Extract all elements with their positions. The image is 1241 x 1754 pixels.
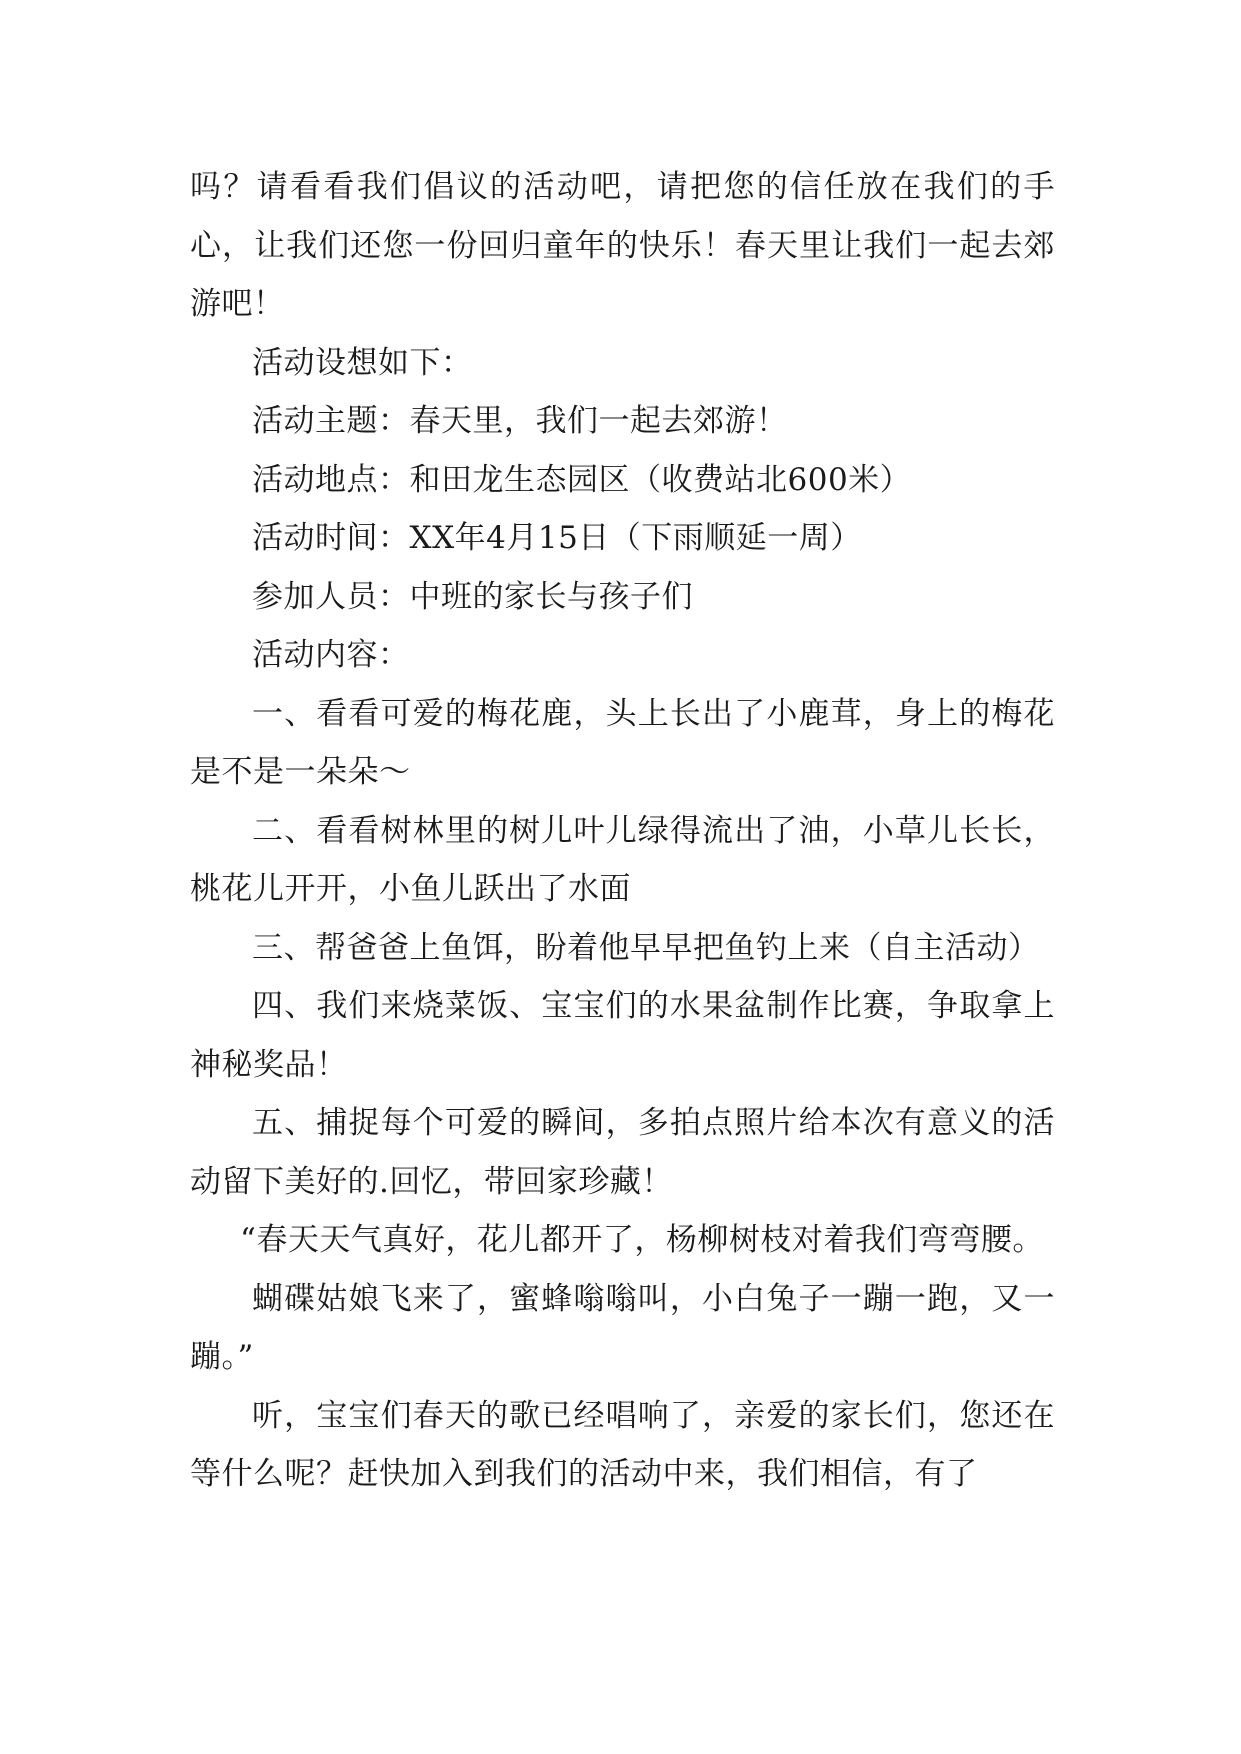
paragraph-item-five: 五、捕捉每个可爱的瞬间，多拍点照片给本次有意义的活动留下美好的.回忆，带回家珍藏！ (190, 1105, 1055, 1200)
paragraph-intro-continuation: 吗？请看看我们倡议的活动吧，请把您的信任放在我们的手心，让我们还您一份回归童年的快乐！春天里让我们一起去郊游吧！ (190, 169, 1055, 322)
paragraph-item-four: 四、我们来烧菜饭、宝宝们的水果盆制作比赛，争取拿上神秘奖品！ (190, 988, 1055, 1083)
paragraph-activity-plan-heading: 活动设想如下： (252, 344, 473, 381)
paragraph-activity-time: 活动时间：XX年4月15日（下雨顺延一周） (252, 520, 862, 556)
paragraph-closing-invitation: 听，宝宝们春天的歌已经唱响了，亲爱的家长们，您还在等什么呢？赶快加入到我们的活动中来，我们相信，有了 (190, 1397, 1055, 1492)
paragraph-item-two: 二、看看树林里的树儿叶儿绿得流出了油，小草儿长长，桃花儿开开，小鱼儿跃出了水面 (190, 812, 1055, 907)
paragraph-song-line-one: “春天天气真好，花儿都开了，杨柳树枝对着我们弯弯腰。 (240, 1222, 1044, 1258)
paragraph-song-line-two: 蝴碟姑娘飞来了，蜜蜂嗡嗡叫，小白兔子一蹦一跑，又一蹦。” (190, 1280, 1055, 1375)
paragraph-activity-content-heading: 活动内容： (252, 637, 410, 673)
paragraph-participants: 参加人员：中班的家长与孩子们 (252, 578, 693, 615)
paragraph-activity-theme: 活动主题：春天里，我们一起去郊游！ (252, 403, 788, 439)
document-body (190, 158, 1055, 1504)
paragraph-activity-location: 活动地点：和田龙生态园区（收费站北600米） (252, 461, 912, 498)
paragraph-item-one: 一、看看可爱的梅花鹿，头上长出了小鹿茸，身上的梅花是不是一朵朵～ (190, 695, 1055, 790)
paragraph-item-three: 三、帮爸爸上鱼饵，盼着他早早把鱼钓上来（自主活动） (252, 929, 1040, 966)
